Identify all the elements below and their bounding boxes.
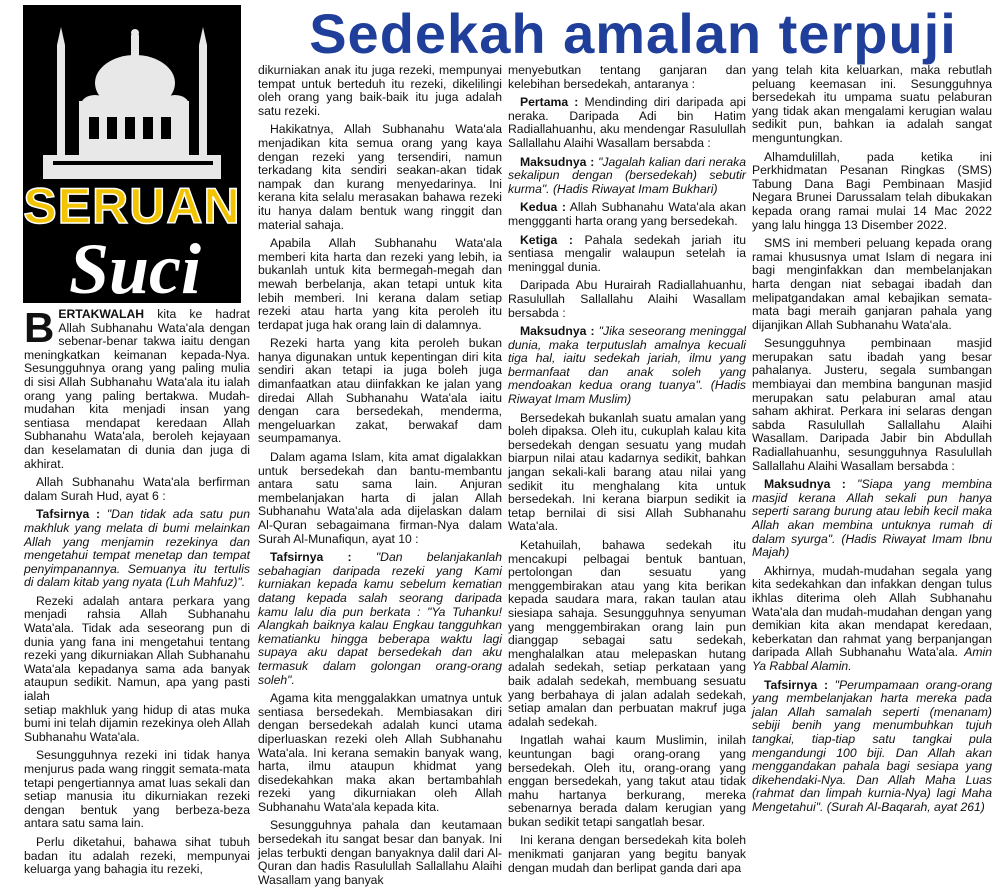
paragraph: Perlu diketahui, bahawa sihat tubuh badan itu adalah rezeki, mempunyai keluarga yang bahagia itu rezeki, — [24, 834, 250, 877]
paragraph: Daripada Abu Hurairah Radiallahuanhu, Rasulullah Sallallahu Alaihi Wasallam bersabda : — [508, 278, 746, 320]
headline: Sedekah amalan terpuji — [309, 2, 957, 65]
paragraph: Allah Subhanahu Wata'ala berfirman dalam Surah Hud, ayat 6 : — [24, 475, 250, 503]
paragraph: Ini kerana dengan bersedekah kita boleh menikmati ganjaran yang begitu banyak dengan mudah dan berlipat ganda dari apa — [508, 833, 746, 875]
paragraph: Sesungguhnya pembinaan masjid merupakan satu ibadah yang besar pahalanya. Justeru, segala sumbangan membiayai dan membina bangunan masjid merupakan satu pelaburan amal atau saham akhirat. Perkara ini selaras dengan sabda Rasulullah Sallallahu Alaihi Wasallam. Daripada Jabir bin Abdullah Radiallahuanhu, sesungguhnya Rasulullah Sallallahu Alaihi Wasallam bersabda : — [752, 336, 992, 473]
paragraph: Apabila Allah Subhanahu Wata'ala memberi kita harta dan rezeki yang lebih, ia bukanlah untuk kita bermegah-megah dan mewah berbelanja, akan tetapi untuk kita lebih memberi. Ini kerana dalam setiap rezeki atau harta yang kita peroleh itu terdapat juga hak orang lain di dalamnya. — [258, 236, 502, 332]
paragraph: Tafsirnya : "Dan belanjakanlah sebahagian daripada rezeki yang Kami kurniakan kepada kamu sebelum kematian datang kepada salah seorang daripada kamu lalu dia pun berkata : "Ya Tuhanku! Alangkah baiknya kalau Engkau tangguhkan kematianku hingga beberapa waktu lagi supaya aku dapat bersedekah dan aku termasuk dalam golongan orang-orang soleh". — [258, 550, 502, 687]
paragraph: SMS ini memberi peluang kepada orang ramai khususnya umat Islam di negara ini bagi menginfakkan dan membelanjakan harta dengan niat sebagai ibadah dan melipatgandakan amal kebajikan semata-mata bagi meraih ganjaran pahala yang dijanjikan Allah Subhanahu Wata'ala. — [752, 236, 992, 332]
seruan-suci-logo — [23, 5, 241, 309]
paragraph: dikurniakan anak itu juga rezeki, mempunyai tempat untuk berteduh itu rezeki, dikelilingi oleh orang yang baik-baik itu juga adalah satu rezeki. — [258, 63, 502, 118]
paragraph: BERTAKWALAH kita ke hadrat Allah Subhanahu Wata'ala dengan sebenar-benar takwa iaitu dengan meningkatkan keimanan kepada-Nya. Sesungguhnya orang yang paling mulia di sisi Allah Subhanahu Wata'ala itu ialah orang yang paling bertakwa. Mudah-mudahan kita menjadi insan yang sentiasa mendapat keredaan Allah Subhanahu Wata'ala, beroleh kejayaan dan keselamatan di dunia dan juga di akhirat. — [24, 304, 250, 471]
paragraph: Kedua : Allah Subhanahu Wata'ala akan menggganti harta orang yang bersedekah. — [508, 200, 746, 228]
column-4 — [752, 64, 992, 830]
paragraph: Ketahuilah, bahawa sedekah itu mencakupi pelbagai bentuk bantuan, pertolongan dan sesuatu yang menggembirakan atau yang kita berikan kepada saudara mara, rakan taulan atau siesiapa sahaja. Sesungguhnya senyuman yang menggembirakan orang lain pun dianggap sebagai satu sedekah, menghalalkan atau melepaskan hutang adalah sedekah, setiap perkataan yang baik adalah sedekah, membuang sesuatu yang berbahaya di jalan adalah sedekah, setiap amalan dan perbuatan makruf juga adalah sedekah. — [508, 538, 746, 729]
paragraph: Rezeki harta yang kita peroleh bukan hanya digunakan untuk kepentingan diri kita sendiri akan tetapi ia juga boleh juga dimanfaatkan atau diinfakkan ke jalan yang diredai Allah Subhanahu Wata'ala iaitu dengan cara bersedekah, menderma, mengeluarkan zakat, berwakaf dam seumpamanya. — [258, 336, 502, 446]
paragraph: menyebutkan tentang ganjaran dan kelebihan bersedekah, antaranya : — [508, 63, 746, 91]
paragraph: Ketiga : Pahala sedekah jariah itu sentiasa mengalir walaupun setelah ia meninggal dunia. — [508, 232, 746, 274]
drop-cap: B — [24, 304, 55, 351]
paragraph: Akhirnya, mudah-mudahan segala yang kita sedekahkan dan infakkan dengan tulus ikhlas diterima oleh Allah Subhanahu Wata'ala dan mudah-mudahan dengan yang demikian kita akan mendapat keredaan, keberkatan dan rahmat yang berpanjangan daripada Allah Subhanahu Wata'ala. Amin Ya Rabbal Alamin. — [752, 563, 992, 673]
paragraph: Sesungguhnya pahala dan keutamaan bersedekah itu sangat besar dan banyak. Ini jelas terbukti dengan banyaknya dalil dari Al-Quran dan hadis Rasulullah Sallallahu Alaihi Wasallam yang banyak — [258, 818, 502, 887]
paragraph: Sesungguhnya rezeki ini tidak hanya menjurus pada wang ringgit semata-mata tetapi pengertiannya amat luas sekali dan setiap manusia itu dikurniakan rezeki dengan bentuk yang berbeza-beza antara satu sama lain. — [24, 748, 250, 831]
mosque-logo-graphic — [23, 5, 241, 309]
logo-word-seruan: SERUAN — [23, 178, 241, 234]
paragraph: Ingatlah wahai kaum Muslimin, inilah keuntungan bagi orang-orang yang bersedekah. Oleh itu, orang-orang yang enggan bersedekah, yang takut atau tidak mahu hartanya berkurang, mereka sebenarnya berada dalam kerugian yang bukan sedikit tetapi sangatlah besar. — [508, 733, 746, 829]
paragraph: Bersedekah bukanlah suatu amalan yang boleh dipaksa. Oleh itu, cukuplah kalau kita bersedekah dengan sesuatu yang mudah biarpun nilai atau kadarnya sedikit, bahkan jangan sekali-kali barang atau nilai yang sedikit itu menghalang kita untuk bersedekah. Ini kerana biarpun sedikit ia tetap bernilai di sisi Allah Subhanahu Wata'ala. — [508, 410, 746, 534]
paragraph: Tafsirnya : "Perumpamaan orang-orang yang membelanjakan harta mereka pada jalan Allah samalah seperti (menanam) sebiji benih yang menumbuhkan tujuh tangkai, tiap-tiap satu tangkai pula mengandungi 100 biji. Dan Allah akan menggandakan pahala bagi sesiapa yang dikehendaki-Nya. Dan Allah Maha Luas (rahmat dan limpah kurnia-Nya) lagi Maha Mengetahui". (Surah Al-Baqarah, ayat 261) — [752, 677, 992, 814]
logo-word-suci: Suci — [68, 229, 202, 309]
column-3 — [508, 63, 747, 875]
paragraph: Pertama : Mendinding diri daripada api neraka. Daripada Adi bin Hatim Radiallahuanhu, aku mendengar Rasulullah Sallallahu Alaihi Wasallam bersabda : — [508, 95, 747, 150]
paragraph: Dalam agama Islam, kita amat digalakkan untuk bersedekah dan bantu-membantu antara satu sama lain. Anjuran membelanjakan harta di jalan Allah Subhanahu Wata'ala ada dijelaskan dalam Al-Quran sebagaimana firman-Nya dalam Surah Al-Munafiqun, ayat 10 : — [258, 450, 502, 546]
paragraph: Tafsirnya : "Dan tidak ada satu pun makhluk yang melata di bumi melainkan Allah yang menjamin rezekinya dan mengetahui tempat menetap dan tempat penyimpanannya. Semuanya itu tertulis di dalam kitab yang nyata (Luh Mahfuz)". — [24, 507, 250, 590]
paragraph: Hakikatnya, Allah Subhanahu Wata'ala menjadikan kita semua orang yang kaya dengan rezeki yang tersendiri, namun terkadang kita sendiri seakan-akan tidak nampak dan kurang menyedarinya. Ini kerana kita selalu merasakan bahawa rezeki itu hanya dalam bentuk wang ringgit dan material sahaja. — [258, 122, 502, 232]
paragraph: Maksudnya : "Jagalah kalian dari neraka sekalipun dengan (bersedekah) sebutir kurma". (Hadis Riwayat Imam Bukhari) — [508, 154, 746, 196]
paragraph: Agama kita menggalakkan umatnya untuk sentiasa bersedekah. Membiasakan diri dengan bersedekah adalah kunci utama diperluaskan rezeki oleh Allah Subhanahu Wata'ala. Ini kerana semakin banyak wang, harta, ilmu ataupun khidmat yang disedekahkan maka akan bertambahlah rezeki yang dikurniakan oleh Allah Subhanahu Wata'ala kepada kita. — [258, 691, 502, 814]
paragraph: yang telah kita keluarkan, maka rebutlah peluang keemasan ini. Sesungguhnya bersedekah itu umpama suatu pelaburan yang tidak akan mengalami kerugian walau sedikit pun, bahkan ia adalah sangat menguntungkan. — [752, 63, 992, 145]
column-2 — [258, 63, 502, 887]
paragraph: Rezeki adalah antara perkara yang menjadi rahsia Allah Subhanahu Wata'ala. Tidak ada seseorang pun di dunia yang fana ini mengetahui tentang rezeki yang dikurniakan Allah Subhanahu Wata'ala kepadanya sama ada banyak ataupun sedikit. Namun, apa yang pasti ialah setiap makhluk yang hidup di atas muka bumi ini telah dijamin rezekinya oleh Allah Subhanahu Wata'ala. — [24, 593, 250, 744]
paragraph: Alhamdulillah, pada ketika ini Perkhidmatan Pesanan Ringkas (SMS) Tabung Dana Bagi Pembinaan Masjid Negara Brunei Darussalam telah dibukakan kepada orang ramai mulai 14 Mac 2022 yang lalu hingga 13 Disember 2022. — [752, 149, 992, 232]
paragraph: Maksudnya : "Jika seseorang meninggal dunia, maka terputuslah amalnya kecuali tiga hal, iaitu sedekah jariah, ilmu yang bermanfaat dan anak soleh yang mendoakan kedua orang tuanya". (Hadis Riwayat Imam Muslim) — [508, 324, 747, 407]
column-1 — [24, 304, 250, 877]
paragraph: Maksudnya : "Siapa yang membina masjid kerana Allah sekali pun hanya seperti sarang burung atau lebih kecil maka Allah akan membina untuknya rumah di dalam syurga". (Hadis Riwayat Imam Ibnu Majah) — [752, 477, 992, 560]
